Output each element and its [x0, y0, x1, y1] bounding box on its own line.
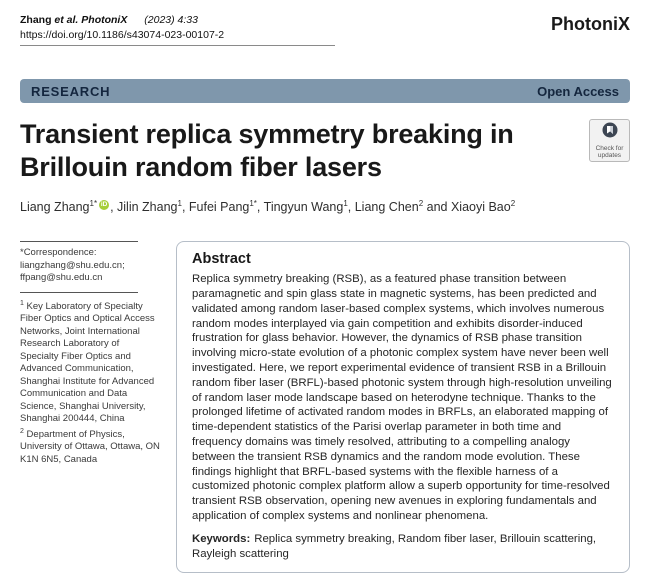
- crossmark-icon: [602, 122, 618, 143]
- citation-etal: et al.: [54, 14, 79, 26]
- keywords-text: Replica symmetry breaking, Random fiber laser, Brillouin scattering, Rayleigh scattering: [192, 532, 597, 560]
- citation-issue: (2023) 4:33: [144, 14, 198, 26]
- affiliations-sidebar: [20, 241, 160, 573]
- sidebar-divider: [20, 292, 138, 293]
- check-updates-label: Check for updates: [595, 145, 624, 159]
- article-type-label: RESEARCH: [31, 83, 111, 99]
- author: Tingyun Wang$^1$,: [263, 199, 355, 215]
- correspondence-email[interactable]: ffpang@shu.edu.cn: [20, 272, 103, 284]
- affiliation-2: $^2$ Department of Physics, University of Ottawa, Ottawa, ON K1N 6N5, Canada: [20, 427, 160, 465]
- doi-link[interactable]: https://doi.org/10.1186/s43074-023-00107-2: [20, 29, 225, 41]
- author: Jilin Zhang$^1$,: [117, 199, 189, 215]
- correspondence-email[interactable]: liangzhang@shu.edu.cn;: [20, 259, 125, 271]
- abstract-heading: Abstract: [192, 251, 251, 268]
- correspondence-label: *Correspondence:: [20, 247, 97, 259]
- citation-line: [20, 14, 224, 26]
- open-access-label[interactable]: Open Access: [537, 83, 619, 99]
- abstract-text: Replica symmetry breaking (RSB), as a featured phase transition between paramagnetic and spin glass state in magnetic systems, has been predicted and validated among random laser-based complex systems, which involves numerous random modes interplayed via gain competition and exhibits disorder-induced frustration for glass behavior. However, the dynamics of RSB phase transition involving micro-state evolution of a photonic complex system have never been well investigated. Here, we report experimental evidence of transient RSB in a Brillouin random fiber laser (BRFL)-based photonic system through high-resolution unveiling of random laser mode landscape based on heterodyne technique. Thanks to the prolonged lifetime of activated random modes in BRFLs, an elaborated mapping of time-dependent statistics of the Parisi overlap parameter in both time and frequency domains was timely resolved, attributing to a compelling analogy between the transient RSB dynamics and the random mode evolution. These findings highlight that BRFL-based systems with the flexible harness of a customized photonic complex platform allow a superb opportunity for time-resolved transient RSB observation, opening new avenues in exploring fundamentals and application of complex systems and nonlinear phenomena.: [192, 273, 612, 522]
- author: Liang Chen$^2$ and: [354, 199, 451, 215]
- check-updates-badge[interactable]: [589, 119, 630, 162]
- sidebar-divider: [20, 241, 138, 242]
- author-list: [20, 199, 630, 214]
- orcid-icon[interactable]: iD: [100, 201, 108, 208]
- title-row: [20, 118, 630, 184]
- citation-journal: PhotoniX: [81, 14, 128, 26]
- citation-authors: Zhang: [20, 14, 52, 26]
- main-content: [20, 241, 630, 573]
- affiliation-1: $^1$ Key Laboratory of Specialty Fiber Optics and Optical Access Networks, Joint International Research Laboratory of Specialty Fiber Optics and Advanced Communication, Shanghai Institute for Advanced Communication and Data Science, Shanghai University, Shanghai 200444, China: [20, 299, 155, 425]
- citation-block: [20, 14, 224, 41]
- keywords-line: [192, 532, 614, 562]
- abstract-box: [176, 241, 630, 573]
- header-divider: [20, 45, 335, 46]
- journal-logo: PhotoniX: [551, 14, 630, 34]
- page-header: [20, 14, 630, 41]
- keywords-label: Keywords:: [192, 532, 251, 545]
- article-title: Transient replica symmetry breaking in Brillouin random fiber lasers: [20, 119, 514, 182]
- author: Fufei Pang$^{1*}$,: [188, 199, 264, 215]
- author: Liang Zhang$^{1*}$ iD ,: [20, 199, 118, 215]
- author: Xiaoyi Bao$^2$: [450, 199, 516, 215]
- research-banner: [20, 79, 630, 103]
